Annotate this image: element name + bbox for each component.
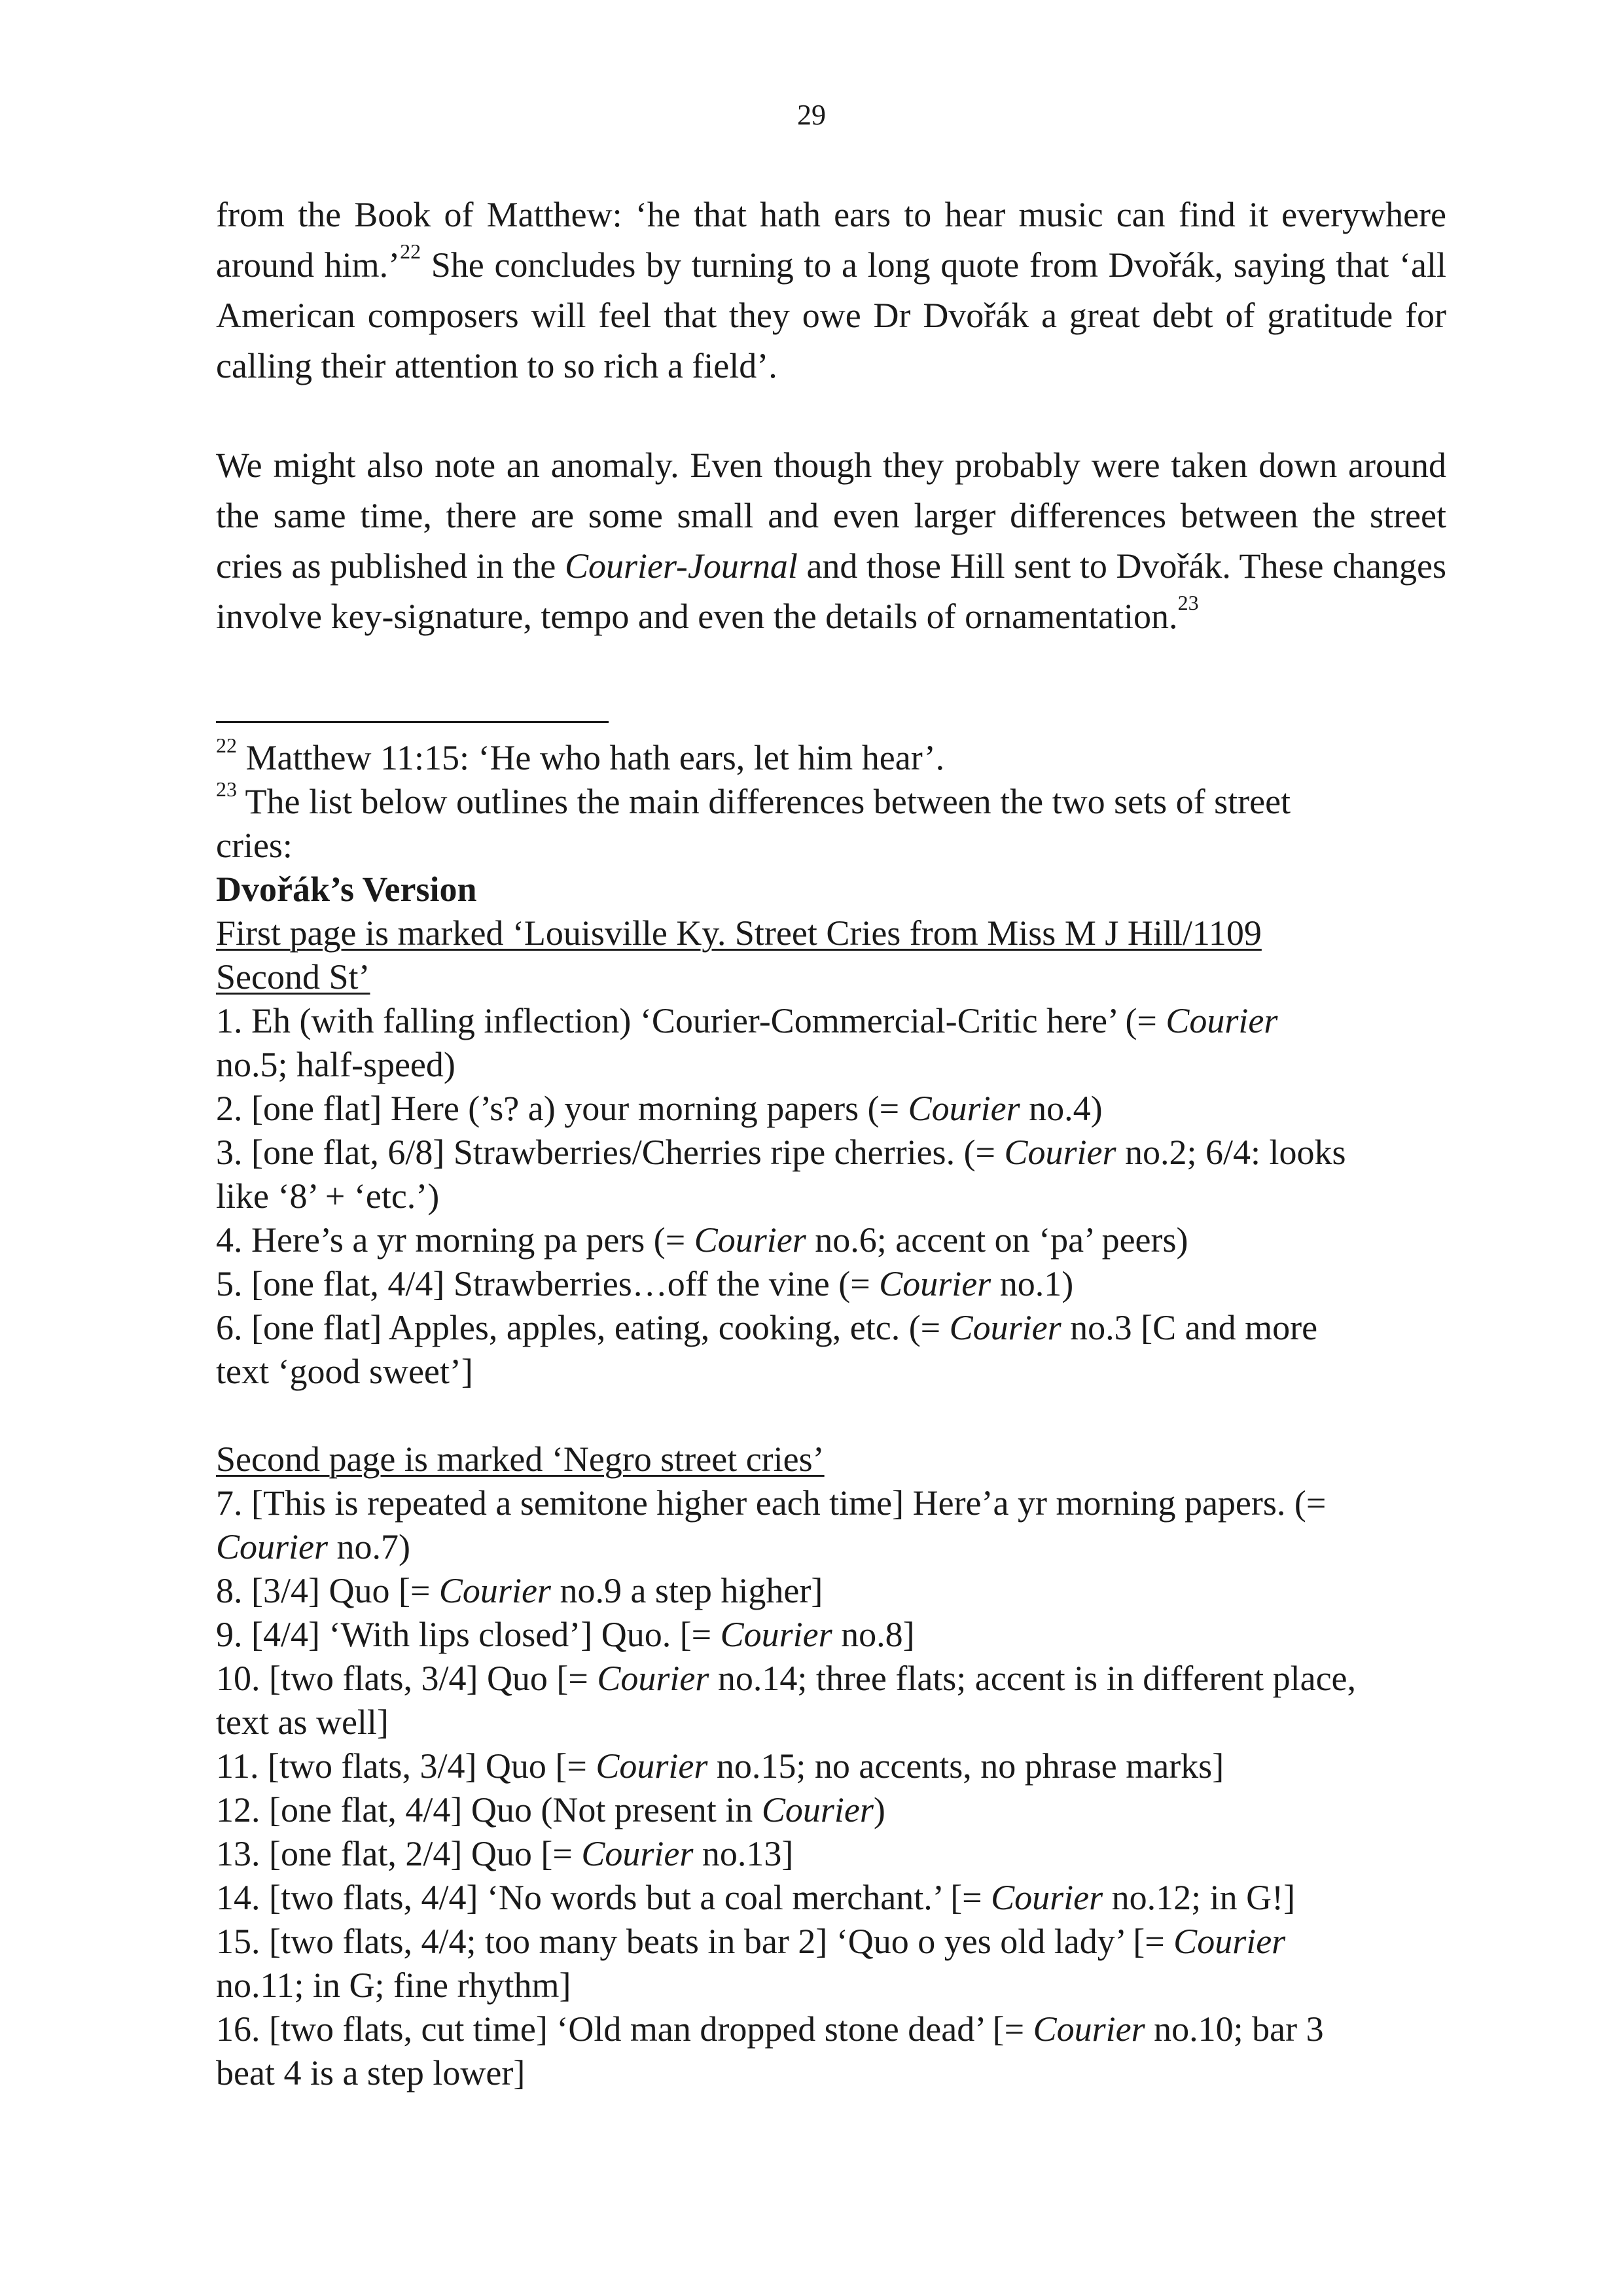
footnote-number: 22: [216, 733, 237, 757]
section-heading: Dvořák’s Version: [216, 870, 477, 909]
item-text: 10. [two flats, 3/4] Quo [=: [216, 1659, 597, 1698]
subheading-line: [216, 955, 1459, 999]
item-text: no.3 [C and more: [1061, 1308, 1318, 1347]
list-item-cont: text as well]: [216, 1703, 389, 1742]
courier-ref: Courier: [991, 1878, 1103, 1917]
list-item-cont: text ‘good sweet’]: [216, 1352, 473, 1391]
item-text: 14. [two flats, 4/4] ‘No words but a coal merchant.’ [=: [216, 1878, 991, 1917]
footnote-text: The list below outlines the main differences between the two sets of street: [237, 782, 1291, 821]
item-text: 2. [one flat] Here (’s? a) your morning papers (=: [216, 1089, 908, 1128]
item-text: 8. [3/4] Quo [=: [216, 1571, 439, 1610]
footnote-divider: [216, 721, 609, 723]
list-item: [216, 1832, 1459, 1876]
courier-ref: Courier: [438, 1571, 551, 1610]
item-text: 3. [one flat, 6/8] Strawberries/Cherries ripe cherries. (=: [216, 1133, 1005, 1172]
item-text: no.1): [991, 1264, 1074, 1303]
list-item-cont: [216, 1525, 1459, 1569]
item-text: no.13]: [693, 1834, 794, 1873]
courier-ref: Courier: [1173, 1922, 1286, 1961]
courier-ref: Courier: [879, 1264, 991, 1303]
list-item: [216, 1613, 1459, 1657]
item-text: 4. Here’s a yr morning pa pers (=: [216, 1220, 694, 1260]
item-text: no.15; no accents, no phrase marks]: [707, 1746, 1224, 1786]
list-item: [216, 1876, 1459, 1920]
courier-ref: Courier: [216, 1527, 329, 1566]
first-page-label: First page is marked ‘Louisville Ky. Street Cries from Miss M J Hill/1109: [216, 913, 1262, 953]
list-item-cont: beat 4 is a step lower]: [216, 2053, 526, 2093]
item-text: no.2; 6/4: looks: [1116, 1133, 1346, 1172]
list-item: [216, 1087, 1459, 1131]
list-item: [216, 1920, 1459, 1964]
item-text: 9. [4/4] ‘With lips closed’] Quo. [=: [216, 1615, 721, 1654]
body-paragraph-2: [216, 440, 1446, 642]
footnote-text: Matthew 11:15: ‘He who hath ears, let him hear’.: [237, 738, 945, 777]
item-text: 15. [two flats, 4/4; too many beats in bar 2] ‘Quo o yes old lady’ [=: [216, 1922, 1174, 1961]
footnote-number: 23: [216, 777, 237, 801]
footnote-23: [216, 777, 1459, 824]
item-text: 5. [one flat, 4/4] Strawberries…off the vine (=: [216, 1264, 880, 1303]
list-item: [216, 1262, 1459, 1306]
spacer: [216, 1394, 1459, 1438]
courier-ref: Courier: [761, 1790, 874, 1829]
footnote-text-line: cries:: [216, 826, 293, 865]
body-paragraph-1: [216, 190, 1446, 391]
item-text: 13. [one flat, 2/4] Quo [=: [216, 1834, 582, 1873]
list-item: [216, 1131, 1459, 1174]
footnotes: [216, 733, 1459, 2095]
item-text: 6. [one flat] Apples, apples, eating, cooking, etc. (=: [216, 1308, 950, 1347]
courier-ref: Courier: [596, 1746, 708, 1786]
item-text: 1. Eh (with falling inflection) ‘Courier-Commercial-Critic here’ (=: [216, 1001, 1166, 1040]
paragraph-text: and those Hill sent to Dvořák. These changes involve key-signature, tempo and even the details of ornamentation.: [216, 546, 1446, 636]
item-text: no.4): [1020, 1089, 1103, 1128]
list-item-cont: no.11; in G; fine rhythm]: [216, 1966, 571, 2005]
list-item-cont: no.5; half-speed): [216, 1045, 455, 1084]
item-text: no.6; accent on ‘pa’ peers): [806, 1220, 1188, 1260]
item-text: no.9 a step higher]: [550, 1571, 823, 1610]
list-item: 7. [This is repeated a semitone higher each time] Here’a yr morning papers. (=: [216, 1483, 1327, 1523]
item-text: no.14; three flats; accent is in different place,: [709, 1659, 1357, 1698]
list-item: [216, 1657, 1459, 1701]
subheading-line: [216, 1438, 1459, 1481]
footnote-ref-22[interactable]: 22: [400, 239, 421, 263]
list-item: [216, 2007, 1459, 2051]
item-text: 16. [two flats, cut time] ‘Old man dropped stone dead’ [=: [216, 2009, 1033, 2049]
second-page-label: Second page is marked ‘Negro street cries’: [216, 1439, 825, 1479]
list-item: [216, 1306, 1459, 1350]
item-text: no.12; in G!]: [1103, 1878, 1296, 1917]
courier-ref: Courier: [908, 1089, 1020, 1128]
courier-ref: Courier: [694, 1220, 806, 1260]
courier-ref: Courier: [949, 1308, 1061, 1347]
list-item: [216, 1788, 1459, 1832]
list-item-cont: like ‘8’ + ‘etc.’): [216, 1176, 440, 1216]
item-text: no.8]: [832, 1615, 915, 1654]
list-item: [216, 1569, 1459, 1613]
list-item: [216, 1218, 1459, 1262]
first-page-label-cont: Second St’: [216, 957, 370, 997]
courier-ref: Courier: [597, 1659, 709, 1698]
courier-ref: Courier: [1033, 2009, 1145, 2049]
courier-ref: Courier: [720, 1615, 832, 1654]
footnote-ref-23[interactable]: 23: [1177, 591, 1199, 614]
list-item: [216, 1744, 1459, 1788]
item-text: no.10; bar 3: [1145, 2009, 1324, 2049]
item-text: 12. [one flat, 4/4] Quo (Not present in: [216, 1790, 762, 1829]
item-text: 11. [two flats, 3/4] Quo [=: [216, 1746, 596, 1786]
courier-ref: Courier: [1166, 1001, 1278, 1040]
paragraph-text: We might also note an anomaly. Even though they probably were taken down around the same time, there are some small and even larger differences between the street cries as published in the: [216, 446, 1446, 586]
item-text: ): [873, 1790, 885, 1829]
journal-title: Courier-Journal: [564, 546, 798, 586]
paragraph-text: from the Book of Matthew: ‘he that hath ears to hear music can find it everywhere around him.’: [216, 195, 1446, 285]
courier-ref: Courier: [1004, 1133, 1116, 1172]
paragraph-text: She concludes by turning to a long quote from Dvořák, saying that ‘all American composers will feel that they owe Dr Dvořák a great debt of gratitude for calling their attention to so rich a field’.: [216, 245, 1446, 385]
item-text: no.7): [328, 1527, 411, 1566]
subheading-line: [216, 911, 1459, 955]
list-item: [216, 999, 1459, 1043]
footnote-22: [216, 733, 1459, 780]
page-number: 29: [797, 99, 826, 131]
courier-ref: Courier: [581, 1834, 694, 1873]
